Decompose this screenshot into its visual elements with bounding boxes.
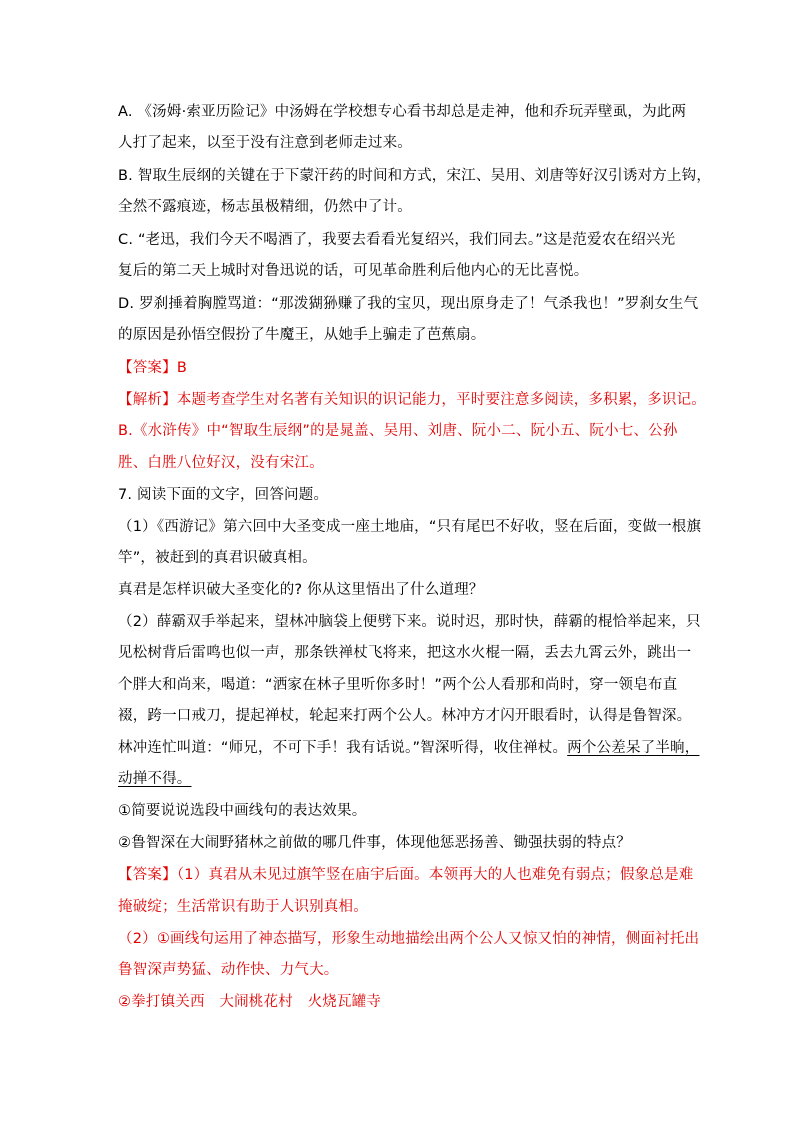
q7-answer-line-5: ②拳打镇关西 大闹桃花村 火烧瓦罐寺 [118,994,382,1010]
q7-answer [118,865,694,885]
option-b-line-1: B. 智取生辰纲的关键在于下蒙汗药的时间和方式，宋江、吴用、刘唐等好汉引诱对方上钩， [118,168,712,184]
option-a-line-1: A. 《汤姆·索亚历险记》中汤姆在学校想专心看书却总是走神，他和乔玩弄壁虱，为此两 [118,104,687,120]
q7-part2-line-1: （2）薛霸双手举起来，望林冲脑袋上便劈下来。说时迟，那时快，薛霸的棍恰举起来，只 [118,614,701,630]
q7-part2-line-4: 裰，跨一口戒刀，提起禅杖，轮起来打两个公人。林冲方才闪开眼看时，认得是鲁智深。 [118,708,692,724]
option-a-line-2: 人打了起来，以至于没有注意到老师走过来。 [118,135,412,151]
q7-sub-question-2: ②鲁智深在大闹野猪林之前做的哪几件事，体现他惩恶扬善、锄强扶弱的特点？ [118,835,631,851]
q6-answer-value: B [176,360,187,376]
option-c-line-1: C. “老迅，我们今天不喝酒了，我要去看看光复绍兴，我们同去。”这是范爱农在绍兴光 [118,232,676,248]
q6-answer [118,358,187,378]
option-b-line-2: 全然不露痕迹，杨志虽极精细，仍然中了计。 [118,199,412,215]
q7-part2-plain: 林冲连忙叫道：“师兄，不可下手！我有话说。”智深听得，收住禅杖。 [118,740,568,756]
option-c-line-2: 复后的第二天上城时对鲁迅说的话，可见革命胜利后他内心的无比喜悦。 [118,263,589,279]
q7-underlined-sentence-end: 动掸不得。 [118,771,192,787]
q7-part2-line-3: 个胖大和尚来，喝道：“洒家在林子里听你多时！”两个公人看那和尚时，穿一领皂布直 [118,677,678,693]
q7-part1-line-1: （1）《西游记》第六回中大圣变成一座土地庙，“只有尾巴不好收，竖在后面，变做一根旗 [118,519,702,535]
q7-sub-question-1: ①简要说说选段中画线句的表达效果。 [118,803,367,819]
q6-answer-label: 【答案】 [118,360,177,376]
option-d-line-1: D. 罗刹捶着胸膛骂道：“那泼猢狲赚了我的宝贝，现出原身走了！气杀我也！”罗刹女生气 [118,296,699,312]
q6-analysis [118,390,706,410]
q7-stem: 7. 阅读下面的文字，回答问题。 [118,487,329,503]
q6-analysis-line-3: 胜、白胜八位好汉，没有宋江。 [118,455,324,471]
q7-part1-question: 真君是怎样识破大圣变化的? 你从这里悟出了什么道理？ [118,582,484,598]
q7-answer-line-2: 掩破绽；生活常识有助于人识别真相。 [118,899,368,915]
q7-part2-line-2: 见松树背后雷鸣也似一声，那条铁禅杖飞将来，把这水火棍一隔，丢去九霄云外，跳出一 [118,645,692,661]
q7-underlined-sentence: 两个公差呆了半晌， [567,740,700,756]
q6-analysis-line-1: 本题考查学生对名著有关知识的识记能力，平时要注意多阅读，多积累，多识记。 [176,392,707,408]
option-d-line-2: 的原因是孙悟空假扮了牛魔王，从她手上骗走了芭蕉扇。 [118,327,486,343]
q7-answer-line-1: （1）真君从未见过旗竿竖在庙宇后面。本领再大的人也难免有弱点；假象总是难 [176,867,694,883]
q6-analysis-line-2: B.《水浒传》中“智取生辰纲”的是晁盖、吴用、刘唐、阮小二、阮小五、阮小七、公孙 [118,423,678,439]
q7-answer-label: 【答案】 [118,867,177,883]
q7-answer-line-4: 鲁智深声势猛、动作快、力气大。 [118,962,339,978]
q7-answer-line-3: （2）①画线句运用了神态描写，形象生动地描绘出两个公人又惊又怕的神情，侧面衬托出 [118,931,700,947]
q7-part1-line-2: 竿”，被赶到的真君识破真相。 [118,550,317,566]
q6-analysis-label: 【解析】 [118,392,177,408]
q7-part2-line-5 [118,738,699,758]
